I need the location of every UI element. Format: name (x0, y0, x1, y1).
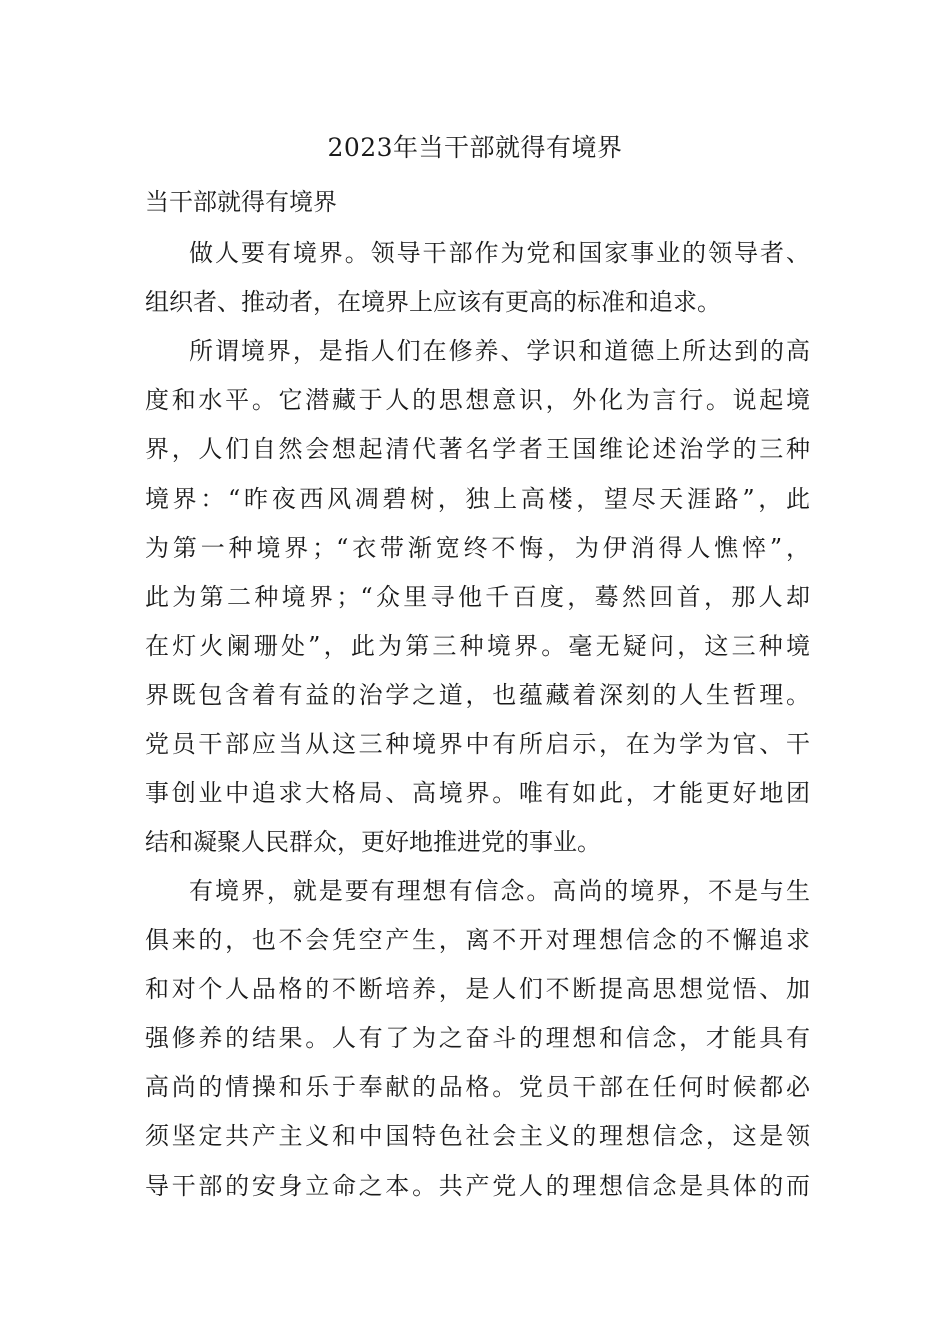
paragraph-line: 强修养的结果。人有了为之奋斗的理想和信念，才能具有 (145, 1024, 810, 1052)
paragraph-line: 党员干部应当从这三种境界中有所启示，在为学为官、干 (145, 730, 810, 758)
paragraph-line: 高尚的情操和乐于奉献的品格。党员干部在任何时候都必 (145, 1073, 810, 1101)
paragraph-line: 界，人们自然会想起清代著名学者王国维论述治学的三种 (145, 435, 810, 463)
paragraph-line: 事创业中追求大格局、高境界。唯有如此，才能更好地团 (145, 779, 810, 807)
paragraph-line: 须坚定共产主义和中国特色社会主义的理想信念，这是领 (145, 1122, 810, 1150)
paragraph-line: 境界：“昨夜西风凋碧树，独上高楼，望尽天涯路”，此 (145, 485, 810, 513)
paragraph-line: 结和凝聚人民群众，更好地推进党的事业。 (145, 828, 601, 856)
paragraph-line: 所谓境界，是指人们在修养、学识和道德上所达到的高 (189, 337, 810, 365)
paragraph-line: 度和水平。它潜藏于人的思想意识，外化为言行。说起境 (145, 386, 810, 414)
document-title: 2023年当干部就得有境界 (327, 133, 623, 162)
paragraph-line: 做人要有境界。领导干部作为党和国家事业的领导者、 (189, 239, 810, 267)
paragraph-line: 界既包含着有益的治学之道，也蕴藏着深刻的人生哲理。 (145, 681, 810, 709)
paragraph-line: 俱来的，也不会凭空产生，离不开对理想信念的不懈追求 (145, 926, 810, 954)
paragraph-line: 为第一种境界；“衣带渐宽终不悔，为伊消得人憔悴”， (145, 534, 810, 562)
document-subtitle: 当干部就得有境界 (145, 188, 337, 216)
paragraph-line: 此为第二种境界；“众里寻他千百度，蓦然回首，那人却 (145, 583, 810, 611)
paragraph-line: 有境界，就是要有理想有信念。高尚的境界，不是与生 (189, 877, 810, 905)
paragraph-line: 组织者、推动者，在境界上应该有更高的标准和追求。 (145, 288, 721, 316)
paragraph-line: 在灯火阑珊处”，此为第三种境界。毫无疑问，这三种境 (145, 632, 810, 660)
paragraph-line: 和对个人品格的不断培养，是人们不断提高思想觉悟、加 (145, 975, 810, 1003)
paragraph-line: 导干部的安身立命之本。共产党人的理想信念是具体的而 (145, 1172, 810, 1200)
